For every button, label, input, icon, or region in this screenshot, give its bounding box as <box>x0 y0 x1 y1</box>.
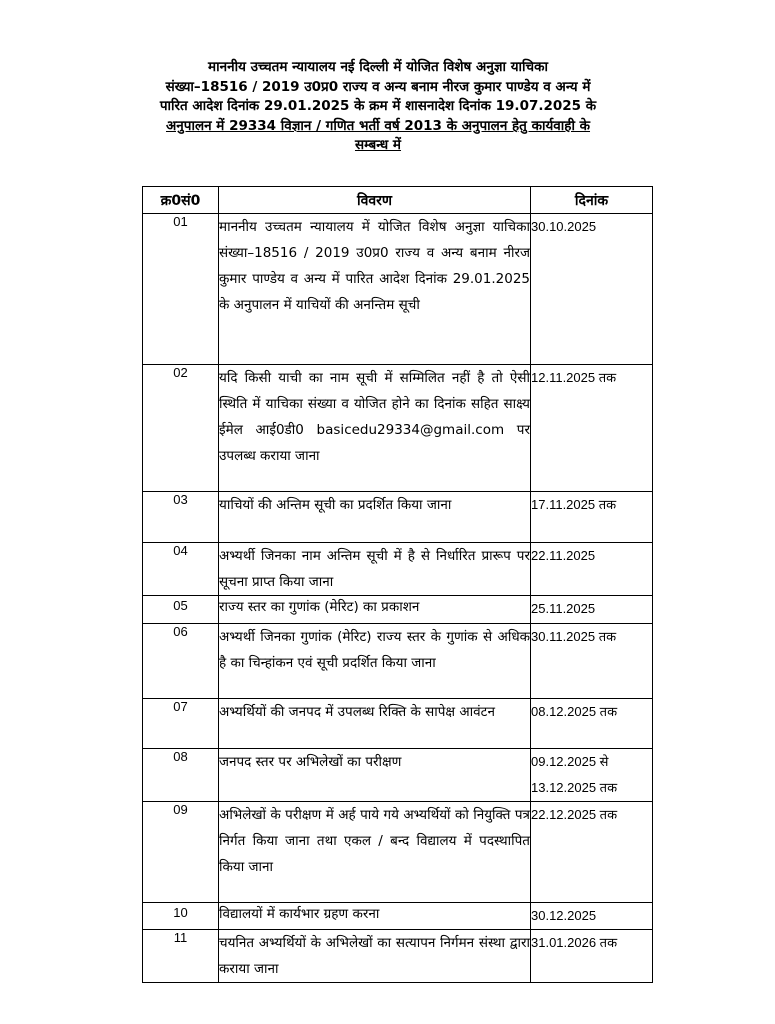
row-description: याचियों की अन्तिम सूची का प्रदर्शित किया जाना <box>219 492 531 543</box>
row-description: अभ्यर्थी जिनका गुणांक (मेरिट) राज्य स्तर के गुणांक से अधिक है का चिन्हांकन एवं सूची प्रदर्शित किया जाना <box>219 624 531 699</box>
row-date: 22.11.2025 <box>531 543 653 596</box>
header-date: दिनांक <box>531 187 653 214</box>
row-date: 08.12.2025 तक <box>531 699 653 749</box>
header-serial-number: क्र0सं0 <box>143 187 219 214</box>
row-date-end: 13.12.2025 तक <box>531 780 618 795</box>
row-date: 31.01.2026 तक <box>531 930 653 983</box>
table-row <box>143 930 653 983</box>
row-serial-number: 08 <box>143 749 219 802</box>
table-row <box>143 802 653 903</box>
row-serial-number: 11 <box>143 930 219 983</box>
row-serial-number: 09 <box>143 802 219 903</box>
row-serial-number: 07 <box>143 699 219 749</box>
row-serial-number: 01 <box>143 214 219 365</box>
row-description: चयनित अभ्यर्थियों के अभिलेखों का सत्यापन निर्गमन संस्था द्वारा कराया जाना <box>219 930 531 983</box>
table-row <box>143 365 653 492</box>
row-description: जनपद स्तर पर अभिलेखों का परीक्षण <box>219 749 531 802</box>
row-date: 25.11.2025 <box>531 596 653 624</box>
row-serial-number: 06 <box>143 624 219 699</box>
row-description: विद्यालयों में कार्यभार ग्रहण करना <box>219 903 531 930</box>
row-date: 30.10.2025 <box>531 214 653 365</box>
row-date: 22.12.2025 तक <box>531 802 653 903</box>
row-description: यदि किसी याची का नाम सूची में सम्मिलित नहीं है तो ऐसी स्थिति में याचिका संख्या व योजित होने का दिनांक सहित साक्ष्य ईमेल आई0डी0 basicedu29334@gmail.com पर उपलब्ध कराया जाना <box>219 365 531 492</box>
heading-line-2: संख्या–18516 / 2019 उ0प्र0 राज्य व अन्य बनाम नीरज कुमार पाण्डेय व अन्य में <box>165 78 591 95</box>
row-serial-number: 04 <box>143 543 219 596</box>
row-serial-number: 02 <box>143 365 219 492</box>
row-date: 17.11.2025 तक <box>531 492 653 543</box>
row-date-start: 09.12.2025 से <box>531 754 609 769</box>
table-row <box>143 903 653 930</box>
row-description: अभ्यर्थी जिनका नाम अन्तिम सूची में है से निर्धारित प्रारूप पर सूचना प्राप्त किया जाना <box>219 543 531 596</box>
row-serial-number: 05 <box>143 596 219 624</box>
row-description: अभिलेखों के परीक्षण में अर्ह पाये गये अभ्यर्थियों को नियुक्ति पत्र निर्गत किया जाना तथा एकल / बन्द विद्यालय में पदस्थापित किया जाना <box>219 802 531 903</box>
row-date: 30.12.2025 <box>531 903 653 930</box>
table-row <box>143 596 653 624</box>
table-header-row <box>143 187 653 214</box>
header-description: विवरण <box>219 187 531 214</box>
table-row <box>143 749 653 802</box>
table-row <box>143 699 653 749</box>
row-serial-number: 03 <box>143 492 219 543</box>
table-row <box>143 624 653 699</box>
heading-line-4: अनुपालन में 29334 विज्ञान / गणित भर्ती वर्ष 2013 के अनुपालन हेतु कार्यवाही के <box>165 117 591 134</box>
document-heading <box>104 58 652 156</box>
table-row <box>143 214 653 365</box>
row-description: राज्य स्तर का गुणांक (मेरिट) का प्रकाशन <box>219 596 531 624</box>
row-date: 12.11.2025 तक <box>531 365 653 492</box>
heading-line-3: पारित आदेश दिनांक 29.01.2025 के क्रम में शासनादेश दिनांक 19.07.2025 के <box>159 98 597 115</box>
table-row <box>143 543 653 596</box>
schedule-table <box>142 186 653 983</box>
row-date: 30.11.2025 तक <box>531 624 653 699</box>
row-date-range <box>531 749 653 802</box>
row-description: अभ्यर्थियों की जनपद में उपलब्ध रिक्ति के सापेक्ष आवंटन <box>219 699 531 749</box>
row-description: माननीय उच्चतम न्यायालय में योजित विशेष अनुज्ञा याचिका संख्या–18516 / 2019 उ0प्र0 राज्य व अन्य बनाम नीरज कुमार पाण्डेय व अन्य में पारित आदेश दिनांक 29.01.2025 के अनुपालन में याचियों की अनन्तिम सूची <box>219 214 531 365</box>
table-row <box>143 492 653 543</box>
heading-line-1: माननीय उच्चतम न्यायालय नई दिल्ली में योजित विशेष अनुज्ञा याचिका <box>208 59 548 75</box>
heading-line-5: सम्बन्ध में <box>354 137 402 154</box>
row-serial-number: 10 <box>143 903 219 930</box>
